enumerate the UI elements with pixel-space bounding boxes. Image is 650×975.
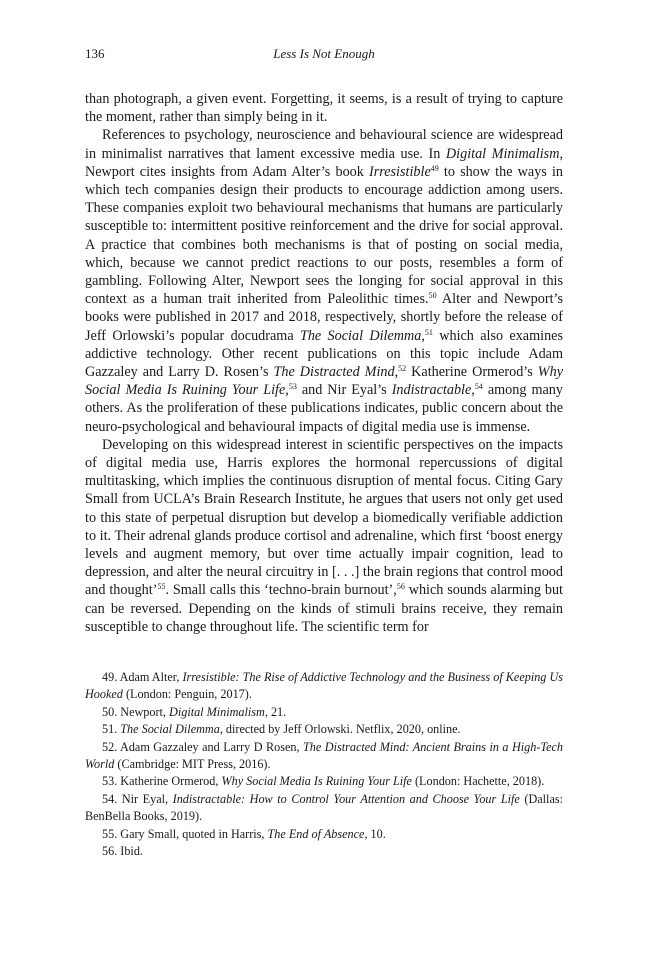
footnote-ref[interactable]: 53 bbox=[288, 382, 297, 392]
book-title: Digital Minimalism bbox=[445, 145, 560, 162]
book-title: The Distracted Mind bbox=[273, 364, 395, 381]
footnote-55: 55. Gary Small, quoted in Harris, The End of Absence, 10. bbox=[102, 826, 386, 841]
page-number: 136 bbox=[85, 46, 105, 61]
footnotes bbox=[85, 669, 563, 860]
film-title: The Social Dilemma bbox=[299, 327, 422, 344]
book-title: Why Social Media Is Ruining Your Life bbox=[85, 364, 563, 399]
footnote-52: 52. Adam Gazzaley and Larry D Rosen, The Distracted Mind: Ancient Brains in a High-Tech World (Cambridge: MIT Press, 2016). bbox=[85, 739, 564, 772]
book-title: Irresistible bbox=[369, 163, 431, 180]
footnote-ref[interactable]: 50 bbox=[428, 291, 437, 301]
footnote-ref[interactable]: 54 bbox=[474, 382, 483, 392]
footnote-51: 51. The Social Dilemma, directed by Jeff Orlowski. Netflix, 2020, online. bbox=[102, 722, 461, 737]
footnote-ref[interactable]: 56 bbox=[396, 582, 405, 592]
paragraph: References to psychology, neuroscience and behavioural science are widespread in minimalist narratives that lament excessive media use. In Digital Minimalism, Newport cites insights from Adam Alter’s book Irresistible$^{49}$ to show the ways in which tech companies design their products to encourage addiction among users. These companies exploit two behavioural mechanisms that humans are particularly susceptible to: intermittent positive reinforcement and the drive for social approval. A practice that combines both mechanisms is that of posting on social media, which, because we cannot predict reactions to our posts, resembles a form of gambling. Following Alter, Newport sees the longing for social approval in this context as a human trait inherited from Paleolithic times.$^{50}$ Alter and Newport’s books were published in 2017 and 2018, respectively, shortly before the release of Jeff Orlowski’s popular docudrama The Social Dilemma,$^{51}$ which also examines addictive technology. Other recent publications on this topic include Adam Gazzaley and Larry D. Rosen’s The Distracted Mind,$^{52}$ Katherine Ormerod’s Why Social Media Is Ruining Your Life,$^{53}$ and Nir Eyal’s Indistractable,$^{54}$ among many others. As the proliferation of these publications indicates, public concern about the neuro-psychological and behavioural impacts of digital media use is immense. bbox=[85, 127, 563, 435]
book-title: Indistractable bbox=[391, 382, 472, 399]
running-title: Less Is Not Enough bbox=[273, 46, 375, 61]
footnote-49: 49. Adam Alter, Irresistible: The Rise of Addictive Technology and the Business of Keeping Us Hooked (London: Penguin, 2017). bbox=[85, 670, 563, 702]
footnote-ref[interactable]: 55 bbox=[157, 582, 166, 592]
footnote-56: 56. Ibid. bbox=[102, 844, 143, 859]
footnote-53: 53. Katherine Ormerod, Why Social Media Is Ruining Your Life (London: Hachette, 2018). bbox=[102, 774, 545, 789]
footnote-54: 54. Nir Eyal, Indistractable: How to Control Your Attention and Choose Your Life (Dallas: BenBella Books, 2019). bbox=[85, 791, 563, 824]
paragraph: Developing on this widespread interest in scientific perspectives on the impacts of digital media use, Harris explores the hormonal repercussions of digital multitasking, which implies the continuous disruption of mental focus. Citing Gary Small from UCLA’s Brain Research Institute, he argues that users not only get used to this state of perpetual disruption but develop a biomedically verifiable addiction to it. Their adrenal glands produce cortisol and adrenaline, which first ‘boost energy levels and augment memory, but over time actually impair cognition, lead to depression, and alter the neural circuitry in [. . .] the brain regions that control mood and thought’$^{55}$. Small calls this ‘techno-brain burnout’,$^{56}$ which sounds alarming but can be reversed. Depending on the kinds of stimuli brains receive, they remain susceptible to change throughout life. The scientific term for bbox=[85, 436, 563, 635]
body-text bbox=[85, 90, 563, 636]
page-header bbox=[85, 46, 563, 66]
paragraph: than photograph, a given event. Forgetting, it seems, is a result of trying to capture the moment, rather than simply being in it. bbox=[85, 91, 563, 126]
footnote-ref[interactable]: 51 bbox=[424, 327, 433, 337]
footnote-ref[interactable]: 52 bbox=[398, 364, 407, 374]
footnote-50: 50. Newport, Digital Minimalism, 21. bbox=[102, 704, 287, 719]
footnote-ref[interactable]: 49 bbox=[430, 163, 439, 173]
